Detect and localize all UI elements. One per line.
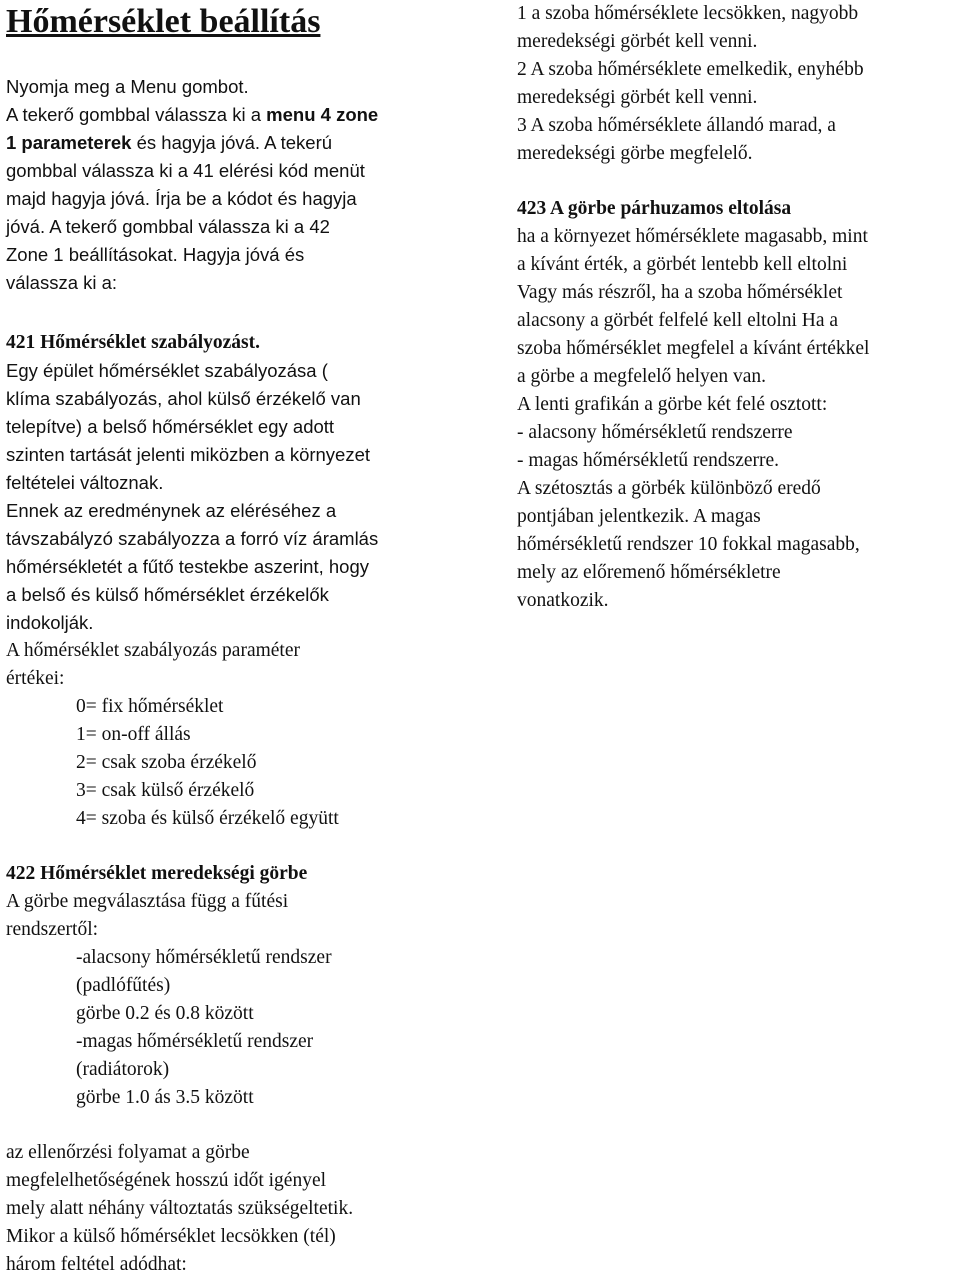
menu-path-bold-2: 1 parameterek (6, 132, 132, 153)
heading-422: 422 Hőmérséklet meredekségi görbe (6, 863, 308, 884)
right-column (517, 0, 957, 615)
paragraph-421-a: Egy épület hőmérséklet szabályozása ( klíma szabályozás, ahol külső érzékelő van telepítve) a belső hőmérséklet egy adott szinten tartását jelenti miközben a környezet feltételei változnak. (6, 360, 371, 493)
list-item: -magas hőmérsékletű rendszer (76, 1031, 314, 1052)
list-item: 1= on-off állás (76, 724, 191, 745)
list-item: görbe 0.2 és 0.8 között (76, 1003, 254, 1024)
intro-line-1: Nyomja meg a Menu gombot. (6, 76, 249, 97)
menu-path-bold-1: menu 4 zone (266, 104, 379, 125)
intro-line-2: A tekerő gombbal válassza ki a (6, 104, 267, 125)
intro-paragraph (6, 73, 476, 297)
page-title: Hőmérséklet beállítás (6, 3, 321, 40)
list-item: 2= csak szoba érzékelő (76, 752, 257, 773)
list-item: (padlófűtés) (76, 975, 171, 996)
list-item: görbe 1.0 ás 3.5 között (76, 1087, 254, 1108)
intro-rest: és hagyja jóvá. A tekerú gombbal válassza ki a 41 elérési kód menüt majd hagyja jóvá. Írja be a kódot és hagyja jóvá. A tekerő gombbal válassza ki a 42 Zone 1 beállításokat. Hagyja jóvá és válassza ki a: (6, 132, 365, 293)
paragraph-check: az ellenőrzési folyamat a görbe megfelelhetőségének hosszú időt igényel mely alatt néhány változtatás szükségeltetik. Mikor a külső hőmérséklet lecsökken (tél) három feltétel adódhat: (6, 1142, 354, 1275)
list-item: 4= szoba és külső érzékelő együtt (76, 808, 339, 829)
list-item: -alacsony hőmérsékletű rendszer (76, 947, 332, 968)
parameter-values-list (6, 693, 476, 833)
left-column (6, 0, 476, 1279)
conditions-paragraph: 1 a szoba hőmérséklete lecsökken, nagyobb meredekségi görbét kell venni. 2 A szoba hőmérséklete emelkedik, enyhébb meredekségi görbét kell venni. 3 A szoba hőmérséklete állandó marad, a meredekségi görbe megfelelő. (517, 3, 864, 164)
paragraph-423: ha a környezet hőmérséklete magasabb, mint a kívánt érték, a görbét lentebb kell eltolni Vagy más részről, ha a szoba hőmérséklet alacsony a görbét felfelé kell eltolni Ha a szoba hőmérséklet megfelel a kívánt értékkel a görbe a megfelelő helyen van. A lenti grafikán a görbe két felé osztott: - alacsony hőmérsékletű rendszerre - magas hőmérsékletű rendszerre. A szétosztás a görbék különböző eredő pontjában jelentkezik. A magas hőmérsékletű rendszer 10 fokkal magasabb, mely az előremenő hőmérsékletre vonatkozik. (517, 226, 870, 611)
heating-systems-list (6, 944, 476, 1112)
paragraph-421-c: A hőmérséklet szabályozás paraméter értékei: (6, 640, 300, 689)
list-item: 0= fix hőmérséklet (76, 696, 224, 717)
paragraph-422: A görbe megválasztása függ a fűtési rendszertől: (6, 891, 289, 940)
heading-421: 421 Hőmérséklet szabályozást. (6, 332, 260, 353)
list-item: 3= csak külső érzékelő (76, 780, 255, 801)
list-item: (radiátorok) (76, 1059, 170, 1080)
heading-423: 423 A görbe párhuzamos eltolása (517, 198, 792, 219)
paragraph-421-b: Ennek az eredménynek az eléréséhez a távszabályzó szabályozza a forró víz áramlás hőmérsékletét a fűtő testekbe aszerint, hogy a belső és külső hőmérséklet érzékelők indokolják. (6, 500, 379, 633)
